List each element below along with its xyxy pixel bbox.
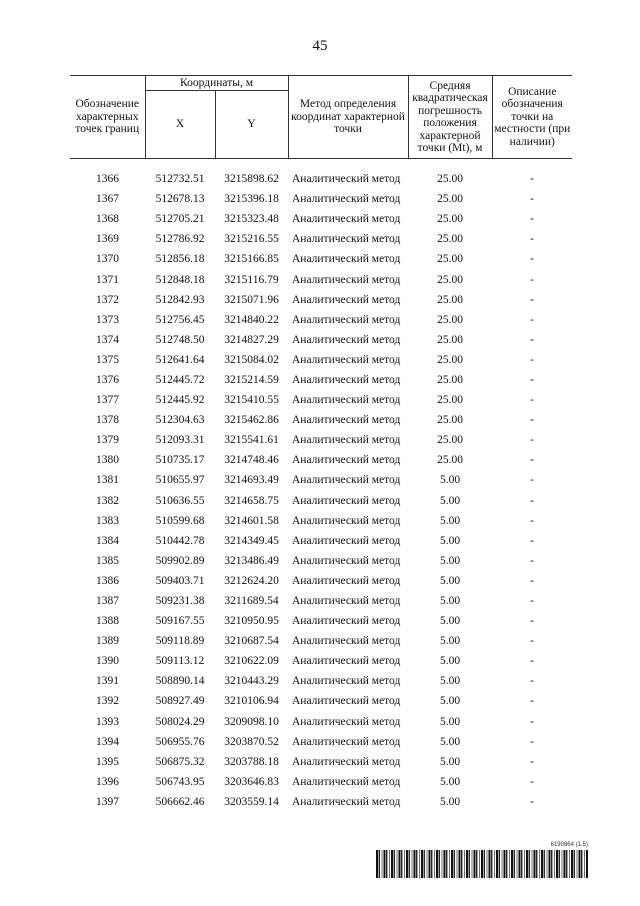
cell-x: 508927.49 [155, 695, 205, 708]
cell-description: - [530, 615, 534, 628]
table-row [70, 611, 572, 631]
cell-error: 5.00 [439, 474, 461, 487]
cell-method: Аналитический метод [292, 434, 401, 447]
header-method: Метод определения координат характерной точки [288, 76, 408, 159]
cell-error: 25.00 [437, 353, 463, 366]
cell-y: 3215541.61 [224, 434, 279, 447]
cell-y: 3214840.22 [224, 313, 279, 326]
cell-method: Аналитический метод [292, 454, 401, 467]
cell-description: - [530, 755, 534, 768]
cell-point-id: 1374 [96, 333, 119, 346]
cell-y: 3215323.48 [224, 213, 279, 226]
cell-point-id: 1368 [96, 213, 119, 226]
table-row [70, 651, 572, 671]
cell-point-id: 1397 [96, 795, 119, 808]
cell-y: 3215898.62 [224, 173, 279, 186]
cell-point-id: 1366 [96, 173, 119, 186]
cell-y: 3211689.54 [224, 595, 279, 608]
cell-error: 5.00 [439, 775, 461, 788]
cell-point-id: 1373 [96, 313, 119, 326]
cell-x: 506955.76 [155, 735, 205, 748]
table-row [70, 691, 572, 711]
cell-description: - [530, 313, 534, 326]
cell-x: 506875.32 [155, 755, 205, 768]
table-row [70, 390, 572, 410]
cell-description: - [530, 454, 534, 467]
cell-y: 3203788.18 [224, 755, 279, 768]
cell-x: 512732.51 [155, 173, 205, 186]
header-error [408, 76, 492, 159]
cell-y: 3215410.55 [224, 394, 279, 407]
cell-error: 25.00 [437, 394, 463, 407]
header-x: X [145, 91, 215, 159]
cell-error: 25.00 [437, 434, 463, 447]
cell-point-id: 1385 [96, 554, 119, 567]
cell-x: 510599.68 [155, 514, 205, 527]
cell-point-id: 1380 [96, 454, 119, 467]
cell-description: - [530, 193, 534, 206]
cell-error: 5.00 [439, 574, 461, 587]
cell-y: 3203870.52 [224, 735, 279, 748]
cell-error: 5.00 [439, 554, 461, 567]
cell-error: 25.00 [437, 173, 463, 186]
cell-error: 25.00 [437, 373, 463, 386]
cell-method: Аналитический метод [292, 715, 401, 728]
cell-y: 3215166.85 [224, 253, 279, 266]
cell-description: - [530, 474, 534, 487]
cell-point-id: 1395 [96, 755, 119, 768]
cell-method: Аналитический метод [292, 414, 401, 427]
table-row [70, 671, 572, 691]
cell-point-id: 1396 [96, 775, 119, 788]
cell-x: 512786.92 [155, 233, 205, 246]
cell-error: 5.00 [439, 655, 461, 668]
table-row [70, 772, 572, 792]
cell-point-id: 1386 [96, 574, 119, 587]
cell-description: - [530, 273, 534, 286]
table-row [70, 591, 572, 611]
cell-description: - [530, 494, 534, 507]
table-row [70, 209, 572, 229]
cell-method: Аналитический метод [292, 293, 401, 306]
cell-x: 510442.78 [155, 534, 205, 547]
cell-error: 25.00 [437, 333, 463, 346]
cell-method: Аналитический метод [292, 233, 401, 246]
header-y: Y [215, 91, 288, 159]
cell-point-id: 1372 [96, 293, 119, 306]
cell-error: 5.00 [439, 735, 461, 748]
cell-y: 3210622.09 [224, 655, 279, 668]
table-row [70, 732, 572, 752]
cell-x: 509113.12 [155, 655, 205, 668]
cell-error: 5.00 [439, 675, 461, 688]
cell-y: 3214748.46 [224, 454, 279, 467]
cell-x: 512756.45 [155, 313, 205, 326]
cell-y: 3214658.75 [224, 494, 279, 507]
cell-description: - [530, 373, 534, 386]
cell-y: 3210443.29 [224, 675, 279, 688]
header-error-text: Средняя квадратическая погрешность положения характерной точки (Mt), м [412, 79, 488, 154]
table-row [70, 571, 572, 591]
cell-x: 512445.92 [155, 394, 205, 407]
cell-point-id: 1371 [96, 273, 119, 286]
cell-x: 512748.50 [155, 333, 205, 346]
cell-error: 25.00 [437, 213, 463, 226]
cell-x: 510655.97 [155, 474, 205, 487]
cell-description: - [530, 293, 534, 306]
cell-error: 5.00 [439, 795, 461, 808]
cell-point-id: 1370 [96, 253, 119, 266]
table-row [70, 551, 572, 571]
cell-y: 3215214.59 [224, 373, 279, 386]
cell-method: Аналитический метод [292, 795, 401, 808]
cell-error: 25.00 [437, 454, 463, 467]
cell-y: 3210687.54 [224, 635, 279, 648]
cell-point-id: 1384 [96, 534, 119, 547]
cell-method: Аналитический метод [292, 394, 401, 407]
cell-error: 5.00 [439, 595, 461, 608]
cell-method: Аналитический метод [292, 735, 401, 748]
cell-point-id: 1377 [96, 394, 119, 407]
table-row [70, 631, 572, 651]
cell-point-id: 1391 [96, 675, 119, 688]
cell-description: - [530, 795, 534, 808]
cell-y: 3212624.20 [224, 574, 279, 587]
cell-point-id: 1390 [96, 655, 119, 668]
cell-description: - [530, 253, 534, 266]
header-coordinates: Координаты, м [145, 76, 288, 91]
cell-x: 512705.21 [155, 213, 205, 226]
cell-point-id: 1381 [96, 474, 119, 487]
table-body [70, 169, 572, 812]
cell-description: - [530, 333, 534, 346]
cell-y: 3210950.95 [224, 615, 279, 628]
cell-error: 25.00 [437, 293, 463, 306]
cell-description: - [530, 353, 534, 366]
cell-method: Аналитический метод [292, 333, 401, 346]
cell-error: 25.00 [437, 273, 463, 286]
table-row [70, 370, 572, 390]
cell-point-id: 1393 [96, 715, 119, 728]
cell-method: Аналитический метод [292, 595, 401, 608]
cell-x: 509902.89 [155, 554, 205, 567]
cell-method: Аналитический метод [292, 514, 401, 527]
cell-error: 5.00 [439, 615, 461, 628]
cell-description: - [530, 574, 534, 587]
cell-x: 512848.18 [155, 273, 205, 286]
cell-method: Аналитический метод [292, 755, 401, 768]
cell-method: Аналитический метод [292, 574, 401, 587]
cell-description: - [530, 554, 534, 567]
cell-method: Аналитический метод [292, 655, 401, 668]
cell-point-id: 1389 [96, 635, 119, 648]
cell-y: 3203646.83 [224, 775, 279, 788]
cell-description: - [530, 173, 534, 186]
cell-description: - [530, 735, 534, 748]
table-row [70, 712, 572, 732]
table-header [70, 75, 572, 159]
cell-method: Аналитический метод [292, 173, 401, 186]
cell-x: 509167.55 [155, 615, 205, 628]
cell-method: Аналитический метод [292, 554, 401, 567]
cell-description: - [530, 775, 534, 788]
table-row [70, 229, 572, 249]
cell-y: 3214601.58 [224, 514, 279, 527]
cell-method: Аналитический метод [292, 373, 401, 386]
cell-method: Аналитический метод [292, 213, 401, 226]
table-row [70, 470, 572, 490]
coordinates-table [70, 169, 572, 812]
table-row [70, 531, 572, 551]
cell-method: Аналитический метод [292, 695, 401, 708]
header-designation: Обозначение характерных точек границ [70, 76, 145, 159]
cell-point-id: 1394 [96, 735, 119, 748]
cell-point-id: 1378 [96, 414, 119, 427]
cell-x: 512842.93 [155, 293, 205, 306]
page-number: 45 [312, 38, 328, 54]
cell-y: 3215462.86 [224, 414, 279, 427]
cell-method: Аналитический метод [292, 534, 401, 547]
cell-y: 3203559.14 [224, 795, 279, 808]
cell-error: 5.00 [439, 494, 461, 507]
cell-point-id: 1382 [96, 494, 119, 507]
cell-description: - [530, 414, 534, 427]
cell-description: - [530, 655, 534, 668]
cell-point-id: 1375 [96, 353, 119, 366]
cell-y: 3215216.55 [224, 233, 279, 246]
cell-x: 512678.13 [155, 193, 205, 206]
cell-x: 508890.14 [155, 675, 205, 688]
table-row [70, 269, 572, 289]
cell-x: 509231.38 [155, 595, 205, 608]
cell-method: Аналитический метод [292, 474, 401, 487]
cell-description: - [530, 434, 534, 447]
cell-error: 5.00 [439, 514, 461, 527]
table-row [70, 430, 572, 450]
cell-description: - [530, 394, 534, 407]
cell-description: - [530, 675, 534, 688]
cell-error: 5.00 [439, 755, 461, 768]
cell-y: 3213486.49 [224, 554, 279, 567]
cell-method: Аналитический метод [292, 635, 401, 648]
cell-error: 25.00 [437, 253, 463, 266]
cell-y: 3214827.29 [224, 333, 279, 346]
cell-error: 25.00 [437, 193, 463, 206]
cell-x: 512641.64 [155, 353, 205, 366]
barcode-caption: 6190864 (1.5) [550, 842, 588, 848]
cell-error: 25.00 [437, 313, 463, 326]
cell-x: 506743.95 [155, 775, 205, 788]
cell-x: 510636.55 [155, 494, 205, 507]
cell-y: 3209098.10 [224, 715, 279, 728]
cell-point-id: 1388 [96, 615, 119, 628]
cell-point-id: 1383 [96, 514, 119, 527]
cell-description: - [530, 595, 534, 608]
cell-y: 3210106.94 [224, 695, 279, 708]
cell-point-id: 1369 [96, 233, 119, 246]
cell-y: 3214693.49 [224, 474, 279, 487]
cell-method: Аналитический метод [292, 675, 401, 688]
cell-error: 5.00 [439, 715, 461, 728]
table-row [70, 450, 572, 470]
cell-method: Аналитический метод [292, 494, 401, 507]
cell-y: 3215396.18 [224, 193, 279, 206]
cell-x: 508024.29 [155, 715, 205, 728]
cell-x: 509403.71 [155, 574, 205, 587]
cell-x: 506662.46 [155, 795, 205, 808]
cell-point-id: 1379 [96, 434, 119, 447]
cell-x: 512093.31 [155, 434, 205, 447]
table-row [70, 752, 572, 772]
cell-x: 512445.72 [155, 373, 205, 386]
table-row [70, 792, 572, 812]
header-description: Описание обозначения точки на местности (при наличии) [492, 76, 572, 159]
cell-point-id: 1367 [96, 193, 119, 206]
table-row [70, 310, 572, 330]
cell-method: Аналитический метод [292, 615, 401, 628]
cell-x: 509118.89 [155, 635, 205, 648]
cell-description: - [530, 635, 534, 648]
cell-method: Аналитический метод [292, 775, 401, 788]
cell-description: - [530, 534, 534, 547]
cell-description: - [530, 695, 534, 708]
cell-y: 3215071.96 [224, 293, 279, 306]
cell-x: 512856.18 [155, 253, 205, 266]
cell-error: 25.00 [437, 233, 463, 246]
cell-method: Аналитический метод [292, 313, 401, 326]
cell-y: 3214349.45 [224, 534, 279, 547]
cell-y: 3215084.02 [224, 353, 279, 366]
cell-method: Аналитический метод [292, 353, 401, 366]
cell-point-id: 1387 [96, 595, 119, 608]
cell-method: Аналитический метод [292, 273, 401, 286]
barcode-icon [376, 850, 588, 878]
cell-point-id: 1376 [96, 373, 119, 386]
cell-error: 5.00 [439, 695, 461, 708]
cell-point-id: 1392 [96, 695, 119, 708]
table-row [70, 169, 572, 189]
cell-error: 5.00 [439, 534, 461, 547]
cell-description: - [530, 213, 534, 226]
cell-x: 510735.17 [155, 454, 205, 467]
cell-description: - [530, 715, 534, 728]
cell-y: 3215116.79 [224, 273, 279, 286]
cell-description: - [530, 514, 534, 527]
table-row [70, 350, 572, 370]
table-row [70, 511, 572, 531]
table-row [70, 410, 572, 430]
table-row [70, 491, 572, 511]
table-row [70, 249, 572, 269]
cell-x: 512304.63 [155, 414, 205, 427]
table-row [70, 330, 572, 350]
cell-method: Аналитический метод [292, 253, 401, 266]
cell-description: - [530, 233, 534, 246]
table-row [70, 189, 572, 209]
cell-error: 25.00 [437, 414, 463, 427]
cell-method: Аналитический метод [292, 193, 401, 206]
table-row [70, 290, 572, 310]
cell-error: 5.00 [439, 635, 461, 648]
